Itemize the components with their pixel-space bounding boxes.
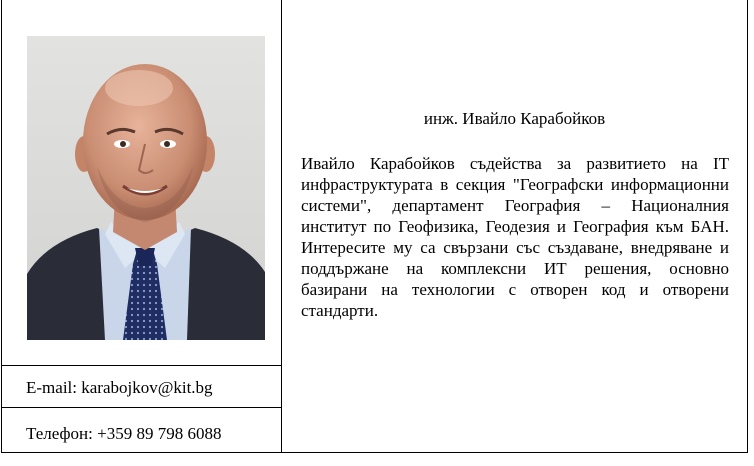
- phone-cell: [2, 408, 281, 453]
- email-text: E-mail: karabojkov@kit.bg: [26, 378, 213, 397]
- bio-text: Ивайло Карабойков съдейства за развитието на IT инфраструктурата в секция "Географски информационни системи", департамент География – Националния институт по Геофизика, Геодезия и География към БАН. Интересите му са свързани със създаване, внедряване и поддържане на комплексни ИТ решения, основно базирани на технологии с отворен код и отворени стандарти.: [301, 154, 729, 320]
- portrait-photo: [27, 36, 265, 340]
- phone-text: Телефон: +359 89 798 6088: [26, 424, 222, 443]
- left-column: [2, 0, 282, 452]
- person-name: инж. Ивайло Карабойков: [423, 109, 606, 128]
- email-cell: [2, 366, 281, 408]
- profile-table: [1, 0, 748, 453]
- photo-cell: [2, 0, 281, 366]
- right-column: [282, 0, 747, 452]
